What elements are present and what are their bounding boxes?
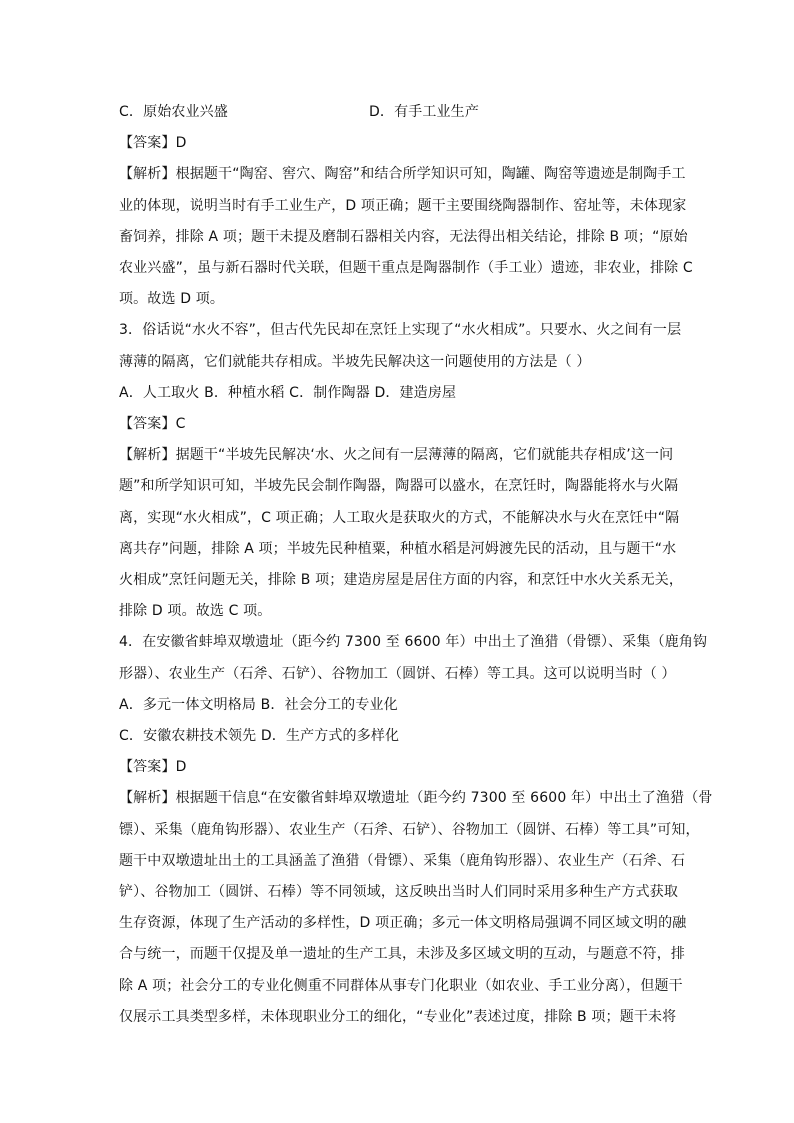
q2-analysis-line: 畜饲养，排除 A 项；题干未提及磨制石器相关内容，无法得出相关结论，排除 B 项；“原始 <box>119 228 688 245</box>
q2-analysis-line: 业的体现，说明当时有手工业生产，D 项正确；题干主要围绕陶器制作、窑址等，未体现家 <box>119 197 687 214</box>
q3-analysis-line: 排除 D 项。故选 C 项。 <box>119 603 272 620</box>
q4-analysis-line: 镖）、采集（鹿角钩形器）、农业生产（石斧、石铲）、谷物加工（圆饼、石棒）等工具”可知， <box>119 821 700 838</box>
q4-stem-line: 4．在安徽省蚌埠双墩遗址（距今约 7300 至 6600 年）中出土了渔猎（骨镖）、采集（鹿角钩 <box>119 634 708 651</box>
q2-analysis-line: 【解析】根据题干“陶窑、窖穴、陶窑”和结合所学知识可知，陶罐、陶窑等遗迹是制陶手工 <box>119 166 686 183</box>
q4-analysis-line: 生存资源，体现了生产活动的多样性，D 项正确；多元一体文明格局强调不同区域文明的融 <box>119 915 687 932</box>
q3-analysis-line: 离共存”问题，排除 A 项；半坡先民种植粟，种植水稻是河姆渡先民的活动，且与题干“水 <box>119 540 677 557</box>
document-page <box>119 97 713 1033</box>
q3-stem-line: 3．俗话说“水火不容”，但古代先民却在烹饪上实现了“水火相成”。只要水、火之间有一层 <box>119 322 682 339</box>
q2-option-d: D．有手工业生产 <box>369 104 479 120</box>
q2-option-c: C．原始农业兴盛 <box>119 104 228 120</box>
q4-analysis-line: 【解析】根据题干信息“在安徽省蚌埠双墩遗址（距今约 7300 至 6600 年）中出土了渔猎（骨 <box>119 790 713 807</box>
q4-analysis-line: 除 A 项；社会分工的专业化侧重不同群体从事专门化职业（如农业、手工业分离），但题干 <box>119 977 683 994</box>
q2-answer: 【答案】D <box>119 135 187 152</box>
q2-analysis-line: 项。故选 D 项。 <box>119 291 225 308</box>
q2-analysis-line: 农业兴盛”，虽与新石器时代关联，但题干重点是陶器制作（手工业）遗迹，非农业，排除 C <box>119 260 693 277</box>
q4-analysis-line: 仅展示工具类型多样，未体现职业分工的细化，“专业化”表述过度，排除 B 项；题干未将 <box>119 1008 677 1025</box>
q4-analysis-line: 题干中双墩遗址出土的工具涵盖了渔猎（骨镖）、采集（鹿角钩形器）、农业生产（石斧、石 <box>119 852 686 869</box>
q4-answer: 【答案】D <box>119 759 187 776</box>
q4-analysis-line: 铲）、谷物加工（圆饼、石棒）等不同领域，这反映出当时人们同时采用多种生产方式获取 <box>119 884 678 901</box>
q2-options-row <box>119 97 683 128</box>
q4-analysis-line: 合与统一，而题干仅提及单一遗址的生产工具，未涉及多区域文明的互动，与题意不符，排 <box>119 946 685 963</box>
q4-options-line: A．多元一体文明格局 B．社会分工的专业化 <box>119 696 398 713</box>
q4-stem-line: 形器）、农业生产（石斧、石铲）、谷物加工（圆饼、石棒）等工具。这可以说明当时（ ） <box>119 665 676 682</box>
q3-analysis-line: 离，实现“水火相成”，C 项正确；人工取火是获取火的方式，不能解决水与火在烹饪中“隔 <box>119 509 680 526</box>
q3-analysis-line: 题”和所学知识可知，半坡先民会制作陶器，陶器可以盛水，在烹饪时，陶器能将水与火隔 <box>119 478 679 495</box>
q4-options-line: C．安徽农耕技术领先 D．生产方式的多样化 <box>119 728 400 745</box>
q3-analysis-line: 火相成”烹饪问题无关，排除 B 项；建造房屋是居住方面的内容，和烹饪中水火关系无关， <box>119 572 684 589</box>
q3-analysis-line: 【解析】据题干“半坡先民解决‘水、火之间有一层薄薄的隔离，它们就能共存相成’这一问 <box>119 447 674 464</box>
q3-answer: 【答案】C <box>119 416 186 433</box>
q3-stem-line: 薄薄的隔离，它们就能共存相成。半坡先民解决这一问题使用的方法是（ ） <box>119 353 591 370</box>
q3-options: A．人工取火 B．种植水稻 C．制作陶器 D．建造房屋 <box>119 384 457 401</box>
